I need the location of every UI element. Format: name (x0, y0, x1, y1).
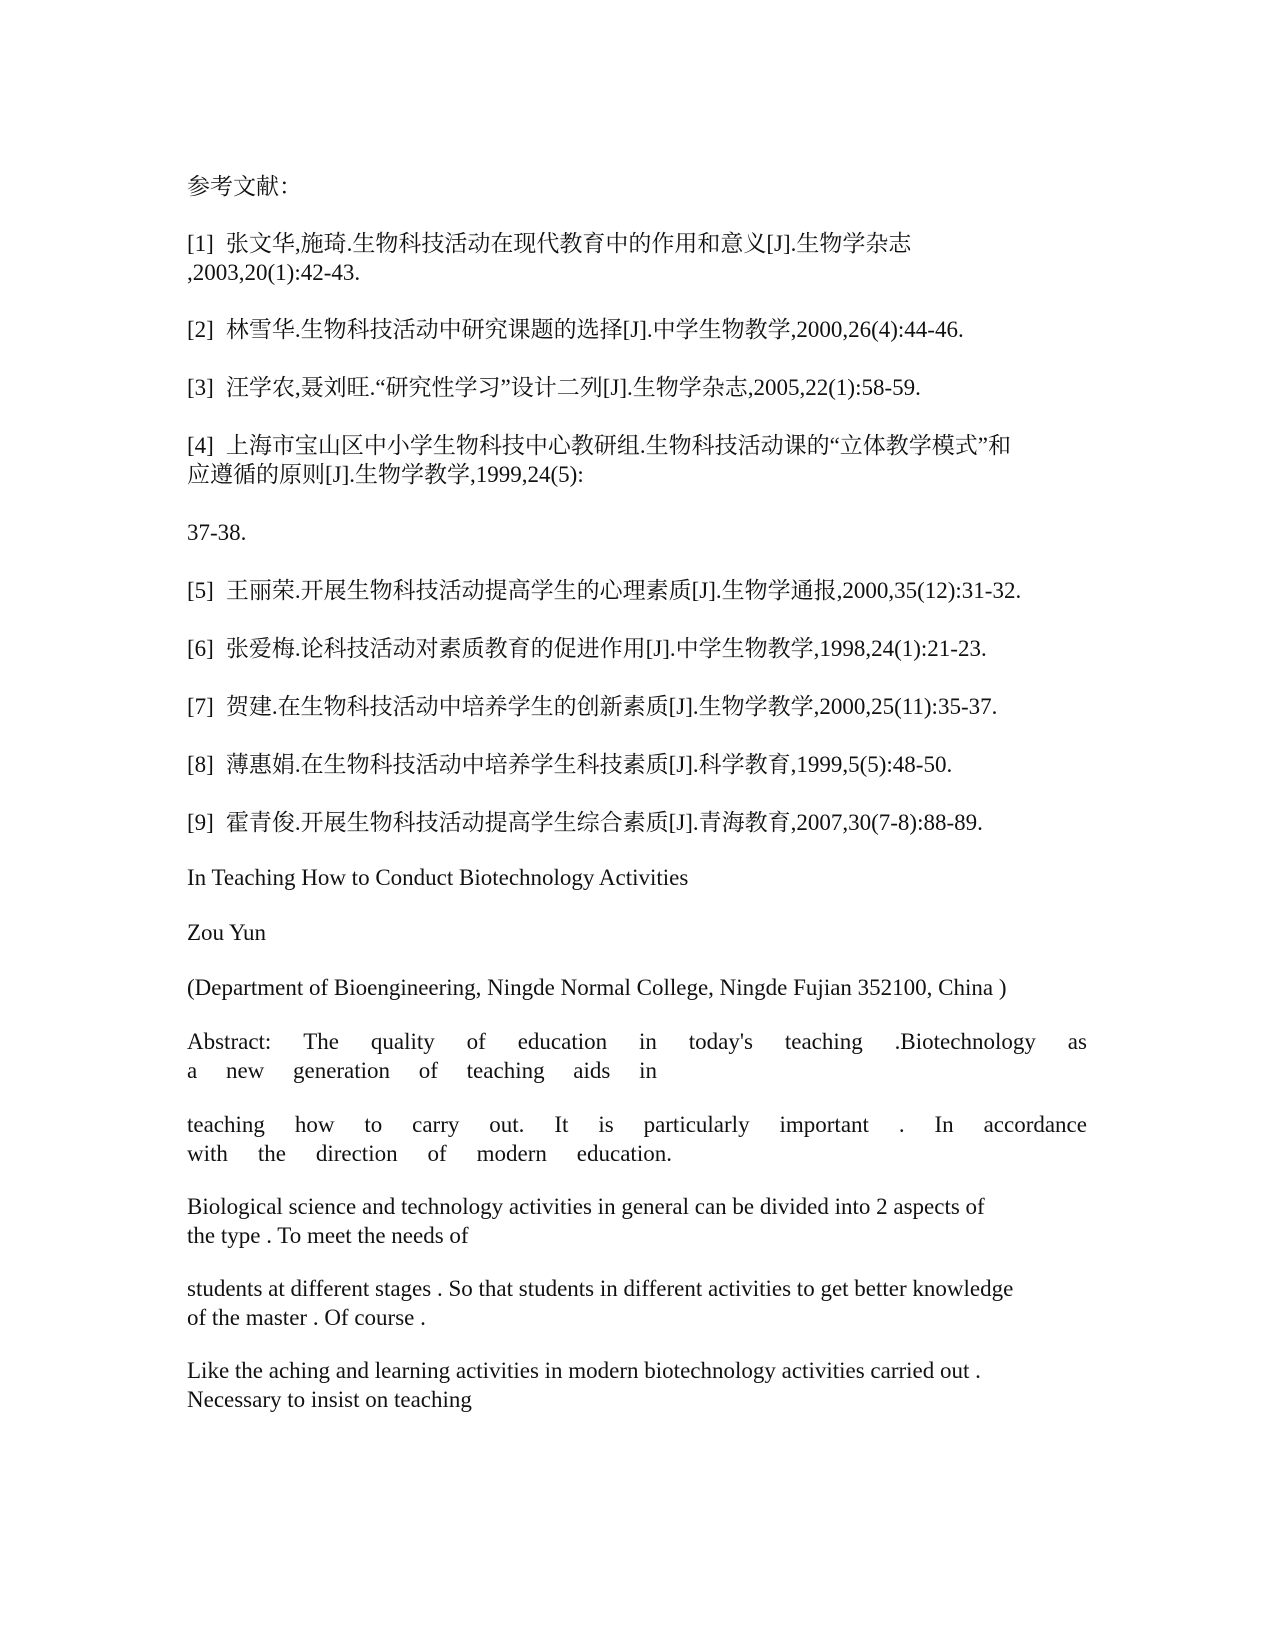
abstract-word: particularly (643, 1112, 750, 1137)
abstract-line: Biological science and technology activities in general can be divided into 2 aspects of (187, 1194, 985, 1219)
abstract-word: of (418, 1058, 438, 1083)
abstract-word: direction (315, 1141, 398, 1166)
document-page (187, 0, 1087, 1650)
reference-text: 林雪华.生物科技活动中研究课题的选择[J].中学生物教学,2000,26(4):44-46. (225, 317, 964, 342)
abstract-word: in (639, 1029, 657, 1054)
reference-number: [3] (187, 375, 214, 400)
reference-text: 贺建.在生物科技活动中培养学生的创新素质[J].生物学教学,2000,25(11):35-37. (225, 694, 998, 719)
reference-6 (187, 634, 1087, 663)
reference-7 (187, 692, 1087, 721)
abstract-word: .Biotechnology (894, 1029, 1036, 1054)
reference-number: [6] (187, 636, 214, 661)
abstract-word: accordance (983, 1112, 1087, 1137)
abstract-word: out. (489, 1112, 525, 1137)
reference-number: [8] (187, 752, 214, 777)
abstract-paragraph-1 (187, 1027, 1087, 1085)
abstract-word: generation (292, 1058, 391, 1083)
english-affiliation: (Department of Bioengineering, Ningde Normal College, Ningde Fujian 352100, China ) (187, 975, 1007, 1000)
abstract-word: is (598, 1112, 614, 1137)
abstract-word: teaching (187, 1112, 265, 1137)
reference-text: 张爱梅.论科技活动对素质教育的促进作用[J].中学生物教学,1998,24(1):21-23. (225, 636, 987, 661)
abstract-word: the (257, 1141, 286, 1166)
abstract-word: education. (576, 1141, 672, 1166)
abstract-word: Abstract: (187, 1029, 272, 1054)
abstract-word: . (898, 1112, 905, 1137)
abstract-word: a (187, 1058, 198, 1083)
reference-1 (187, 229, 1087, 287)
abstract-paragraph-4 (187, 1274, 1087, 1332)
reference-number: [1] (187, 231, 214, 256)
reference-text: 上海市宝山区中小学生物科技中心教研组.生物科技活动课的“立体教学模式”和 (225, 433, 1011, 458)
abstract-word: today's (688, 1029, 753, 1054)
reference-4-pages: 37-38. (187, 520, 247, 545)
reference-9 (187, 808, 1087, 837)
abstract-word: education (517, 1029, 608, 1054)
abstract-paragraph-3 (187, 1192, 1087, 1250)
abstract-word: carry (412, 1112, 460, 1137)
abstract-word: teaching (784, 1029, 863, 1054)
abstract-word: of (427, 1141, 447, 1166)
abstract-word: important (779, 1112, 869, 1137)
reference-text: 张文华,施琦.生物科技活动在现代教育中的作用和意义[J].生物学杂志 (225, 231, 912, 256)
abstract-word: as (1067, 1029, 1087, 1054)
reference-8 (187, 750, 1087, 779)
abstract-word: in (639, 1058, 657, 1083)
reference-5 (187, 576, 1087, 605)
reference-text: 汪学农,聂刘旺.“研究性学习”设计二列[J].生物学杂志,2005,22(1):58-59. (225, 375, 921, 400)
reference-number: [5] (187, 578, 214, 603)
abstract-line (187, 1139, 672, 1168)
reference-number: [2] (187, 317, 214, 342)
reference-4 (187, 431, 1087, 489)
abstract-line: the type . To meet the needs of (187, 1223, 469, 1248)
abstract-word: new (225, 1058, 265, 1083)
abstract-line: of the master . Of course . (187, 1305, 426, 1330)
english-author: Zou Yun (187, 920, 267, 945)
reference-text-continued: ,2003,20(1):42-43. (187, 260, 361, 285)
abstract-word: modern (476, 1141, 547, 1166)
reference-2 (187, 315, 1087, 344)
references-heading: 参考文献： (187, 174, 302, 199)
reference-number: [7] (187, 694, 214, 719)
abstract-line (187, 1056, 657, 1085)
abstract-word: to (364, 1112, 383, 1137)
abstract-word: how (294, 1112, 335, 1137)
abstract-line: Like the aching and learning activities in modern biotechnology activities carried out . (187, 1358, 981, 1383)
abstract-word: of (466, 1029, 486, 1054)
reference-text: 王丽荣.开展生物科技活动提高学生的心理素质[J].生物学通报,2000,35(12):31-32. (225, 578, 1022, 603)
abstract-word: In (934, 1112, 954, 1137)
english-title: In Teaching How to Conduct Biotechnology Activities (187, 865, 689, 890)
reference-text-continued: 应遵循的原则[J].生物学教学,1999,24(5): (187, 462, 584, 487)
abstract-word: teaching (466, 1058, 545, 1083)
reference-number: [4] (187, 433, 214, 458)
reference-text: 薄惠娟.在生物科技活动中培养学生科技素质[J].科学教育,1999,5(5):48-50. (225, 752, 953, 777)
reference-3 (187, 373, 1087, 402)
abstract-line: Necessary to insist on teaching (187, 1387, 472, 1412)
abstract-paragraph-5 (187, 1356, 1087, 1414)
abstract-word: aids (573, 1058, 611, 1083)
reference-number: [9] (187, 810, 214, 835)
abstract-paragraph-2 (187, 1110, 1087, 1168)
abstract-line: students at different stages . So that students in different activities to get better knowledge (187, 1276, 1014, 1301)
reference-text: 霍青俊.开展生物科技活动提高学生综合素质[J].青海教育,2007,30(7-8):88-89. (225, 810, 983, 835)
abstract-line (187, 1110, 1087, 1139)
abstract-word: with (187, 1141, 228, 1166)
abstract-word: The (303, 1029, 339, 1054)
abstract-word: It (554, 1112, 569, 1137)
abstract-word: quality (370, 1029, 435, 1054)
abstract-line (187, 1027, 1087, 1056)
